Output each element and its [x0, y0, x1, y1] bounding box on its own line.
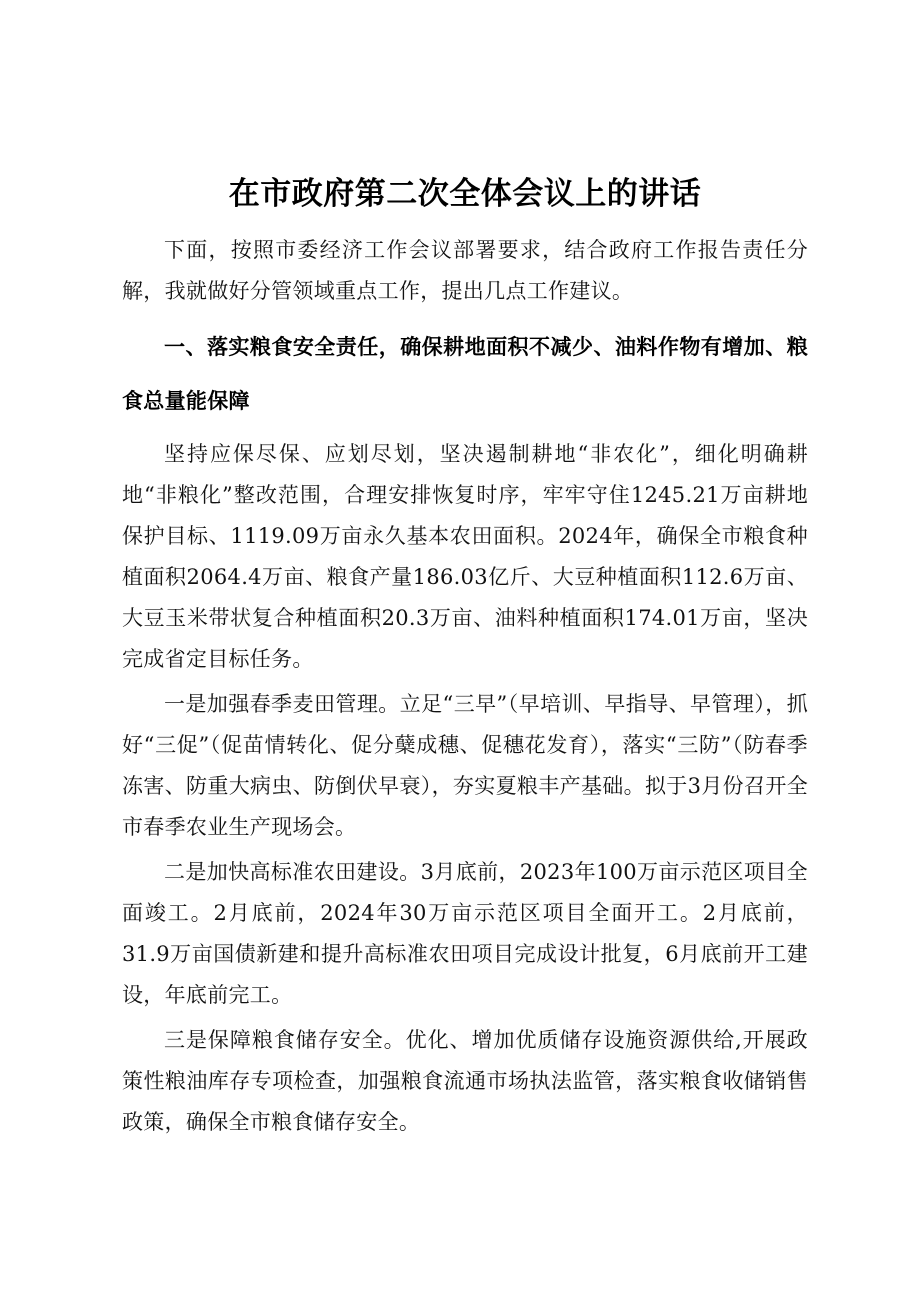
spring-wheat-paragraph: 一是加强春季麦田管理。立足“三早”（早培训、早指导、早管理），抓好“三促”（促苗情转化、促分蘖成穗、促穗花发育），落实“三防”（防春季冻害、防重大病虫、防倒伏早衰），夯实夏粮丰产基础。拟于3月份召开全市春季农业生产现场会。	[122, 692, 808, 839]
grain-storage-paragraph: 三是保障粮食储存安全。优化、增加优质储存设施资源供给,开展政策性粮油库存专项检查，加强粮食流通市场执法监管，落实粮食收储销售政策，确保全市粮食储存安全。	[122, 1028, 808, 1134]
intro-paragraph: 下面，按照市委经济工作会议部署要求，结合政府工作报告责任分解，我就做好分管领域重点工作，提出几点工作建议。	[122, 238, 808, 303]
document-title: 在市政府第二次全体会议上的讲话	[228, 176, 702, 212]
section-heading: 一、落实粮食安全责任，确保耕地面积不减少、油料作物有增加、粮食总量能保障	[122, 335, 808, 413]
farmland-protection-paragraph: 坚持应保尽保、应划尽划，坚决遏制耕地“非农化”，细化明确耕地“非粮化”整改范围，合理安排恢复时序，牢牢守住1245.21万亩耕地保护目标、1119.09万亩永久基本农田面积。2024年，确保全市粮食种植面积2064.4万亩、粮食产量186.03亿斤、大豆种植面积112.6万亩、大豆玉米带状复合种植面积20.3万亩、油料种植面积174.01万亩，坚决完成省定目标任务。	[122, 442, 808, 671]
high-standard-farmland-paragraph: 二是加快高标准农田建设。3月底前，2023年100万亩示范区项目全面竣工。2月底前，2024年30万亩示范区项目全面开工。2月底前，31.9万亩国债新建和提升高标准农田项目完成设计批复，6月底前开工建设，年底前完工。	[122, 860, 808, 1007]
